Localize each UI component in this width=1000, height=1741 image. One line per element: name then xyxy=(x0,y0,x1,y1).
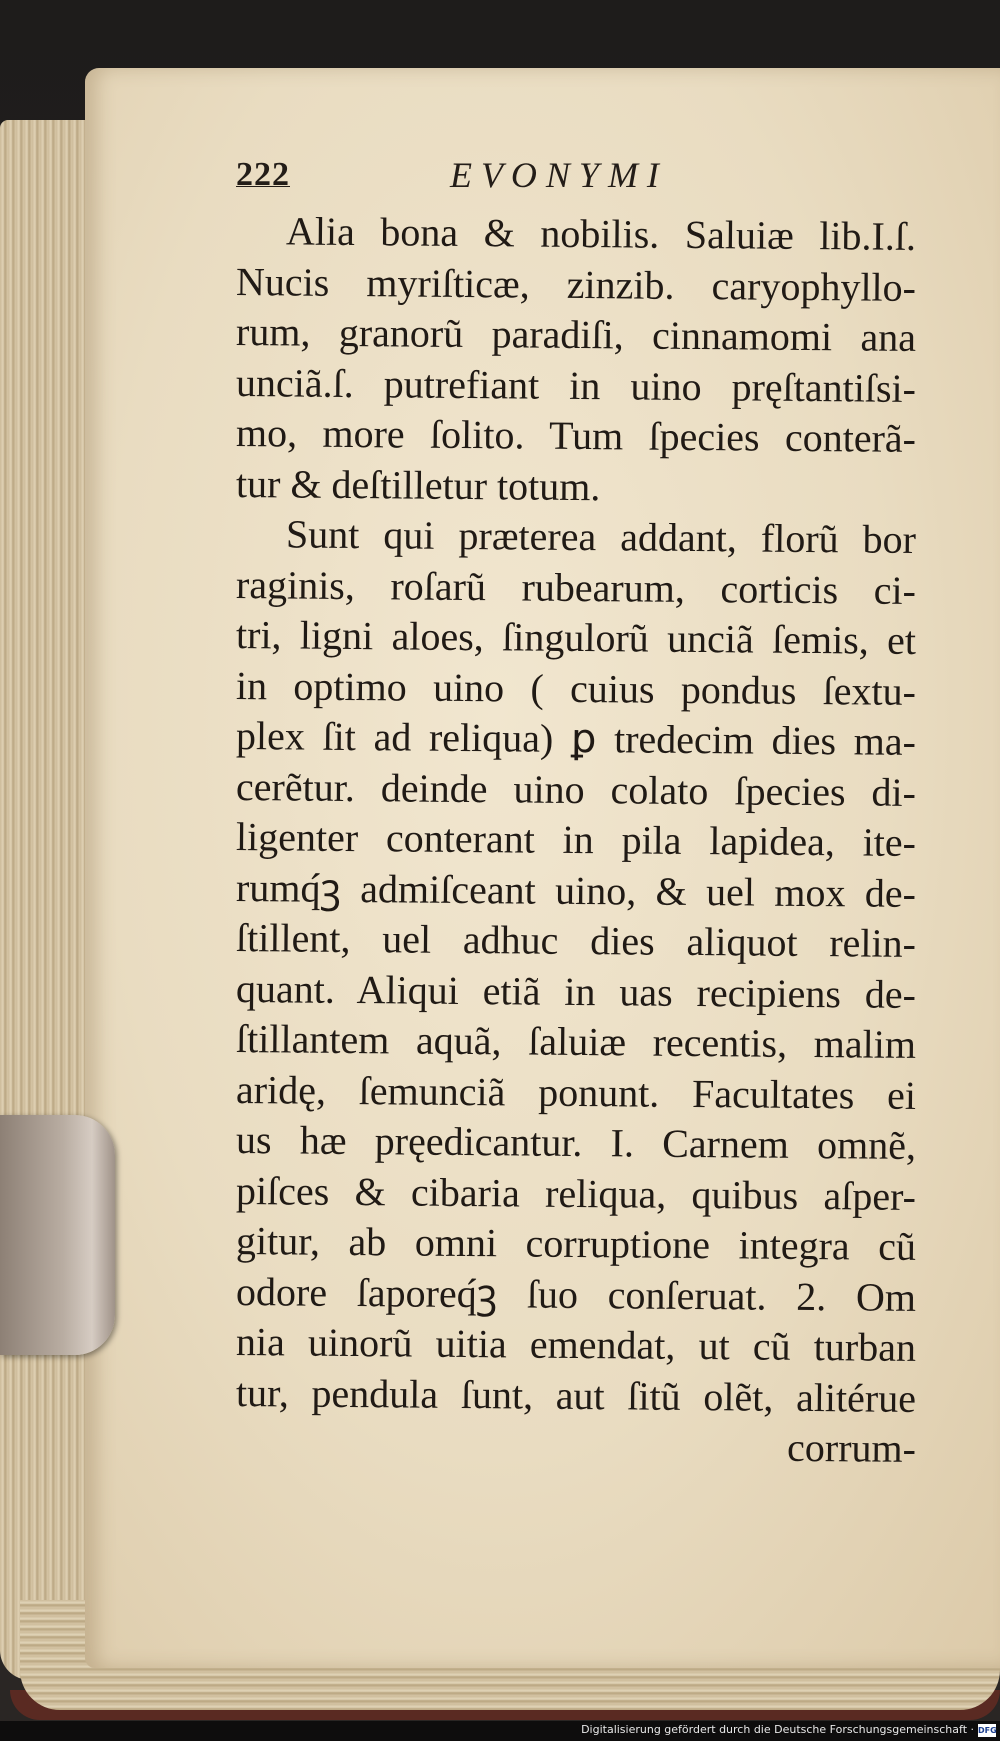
text-line: Alia bona & nobilis. Saluiæ lib.I.ſ. xyxy=(285,208,917,259)
text-line: unciã.ſ. putrefiant in uino pręſtantiſsi- xyxy=(235,359,917,411)
text-line: ſtillantem aquã, ſaluiæ recentis, malim xyxy=(235,1016,917,1067)
text-line: mo, more ſolito. Tum ſpecies conterã- xyxy=(235,410,917,461)
text-line: tri, ligni aloes, ſingulorũ unciã ſemis, et xyxy=(235,612,917,663)
text-line: rum, granorũ paradiſi, cinnamomi ana xyxy=(235,309,917,360)
text-line: odore ſaporeq́ꝫ ſuo conſeruat. 2. Om xyxy=(235,1268,917,1320)
text-line: ſtillent, uel adhuc dies aliquot relin- xyxy=(235,915,917,966)
text-line: quant. Aliqui etiã in uas recipiens de- xyxy=(235,965,917,1017)
text-line: rumq́ꝫ admiſceant uino, & uel mox de- xyxy=(235,864,917,916)
text-line: gitur, ab omni corruptione integra cũ xyxy=(235,1218,917,1269)
text-line: cerẽtur. deinde uino colato ſpecies di- xyxy=(235,763,917,815)
text-line: tur, pendula ſunt, aut ſitũ olẽt, alitérue xyxy=(235,1369,917,1421)
page-header xyxy=(0,152,1000,204)
running-head: EVONYMI xyxy=(450,155,668,195)
page-clip xyxy=(0,1115,115,1355)
text-line: us hæ pręedicantur. I. Carnem omnẽ, xyxy=(235,1117,917,1168)
text-line: plex ſit ad reliqua) ꝑ tredecim dies ma- xyxy=(235,713,917,764)
text-line: ligenter conterant in pila lapidea, ite- xyxy=(235,814,917,865)
dfg-logo-icon: DFG xyxy=(978,1726,997,1735)
body-text xyxy=(236,206,916,1469)
text-line: nia uinorũ uitia emendat, ut cũ turban xyxy=(235,1319,917,1370)
text-line: piſces & cibaria reliqua, quibus aſper- xyxy=(235,1167,917,1219)
text-line: Nucis myriſticæ, zinzib. caryophyllo- xyxy=(235,258,917,310)
text-line: in optimo uino ( cuius pondus ſextu- xyxy=(235,662,917,714)
text-line: aridę, ſemunciã ponunt. Facultates ei xyxy=(235,1066,917,1118)
catchword: corrum- xyxy=(786,1424,917,1471)
digitization-footer xyxy=(0,1721,1000,1741)
text-line: tur & deſtilletur totum. xyxy=(235,460,601,509)
text-line: raginis, roſarũ rubearum, corticis ci- xyxy=(235,561,917,613)
text-line: Sunt qui præterea addant, florũ bor xyxy=(285,511,917,562)
footer-credit: Digitalisierung gefördert durch die Deutsche Forschungsgemeinschaft · xyxy=(581,1723,974,1736)
page-number: 222 xyxy=(236,156,290,193)
